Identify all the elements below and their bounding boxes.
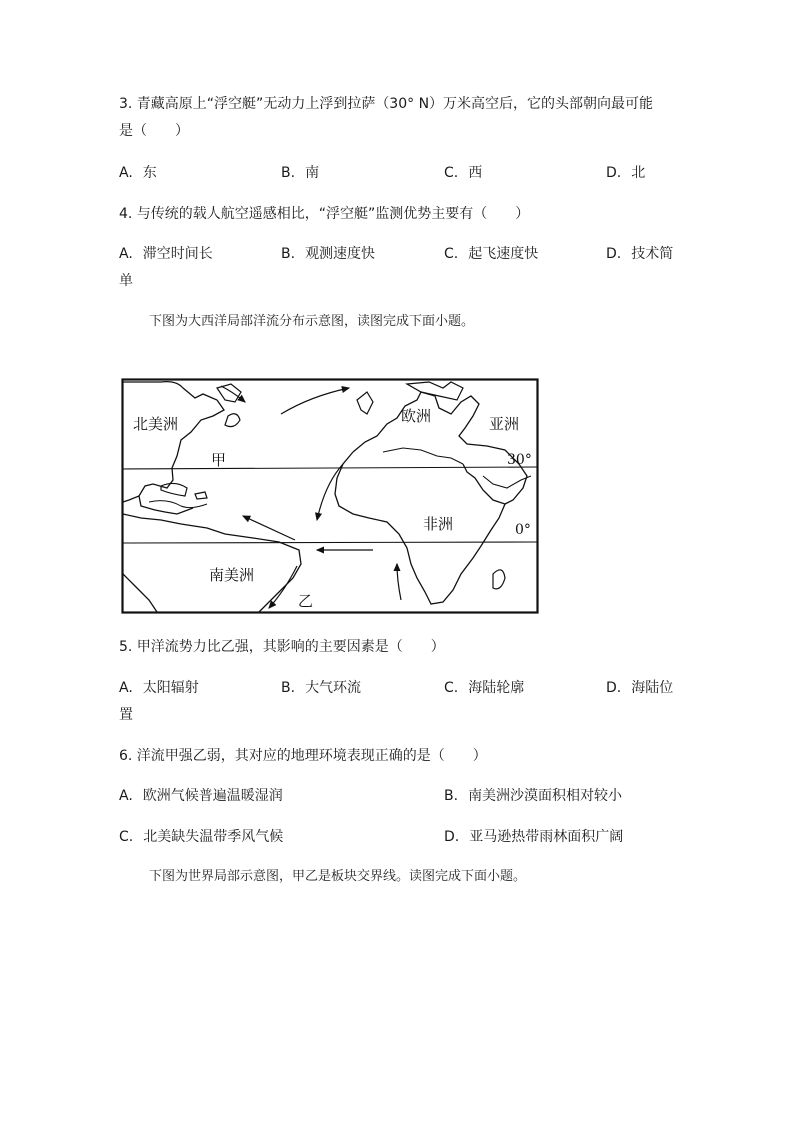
option-key: B. — [281, 165, 296, 181]
label-south-america: 南美洲 — [209, 566, 255, 584]
q4-stem: 4. 与传统的载人航空遥感相比，“浮空艇”监测优势主要有（ ） — [119, 206, 530, 222]
q3-option-c[interactable] — [444, 163, 482, 183]
label-north-america: 北美洲 — [133, 415, 179, 433]
label-europe: 欧洲 — [401, 407, 432, 425]
option-key: C. — [119, 829, 134, 845]
q4-option-c[interactable] — [444, 244, 538, 264]
q5-stem: 5. 甲洋流势力比乙强，其影响的主要因素是（ ） — [119, 639, 445, 655]
q6-option-a[interactable] — [119, 786, 283, 806]
atlantic-current-map — [121, 378, 539, 614]
option-key: A. — [119, 788, 133, 804]
option-text: 起飞速度快 — [468, 246, 539, 262]
option-key: A. — [119, 165, 133, 181]
option-text: 欧洲气候普遍温暖湿润 — [142, 788, 283, 804]
option-key: C. — [444, 165, 459, 181]
option-text: 大气环流 — [305, 680, 362, 696]
option-text: 滞空时间长 — [142, 246, 213, 262]
label-asia: 亚洲 — [489, 415, 520, 433]
q3-option-a[interactable] — [119, 163, 157, 183]
label-africa: 非洲 — [423, 515, 454, 533]
option-key: B. — [281, 246, 296, 262]
option-key: C. — [444, 246, 459, 262]
label-jia: 甲 — [211, 451, 227, 469]
q3-stem-line1: 3. 青藏高原上“浮空艇”无动力上浮到拉萨（30° N）万米高空后，它的头部朝向最可能 — [119, 96, 654, 112]
q4-option-d[interactable] — [606, 244, 673, 264]
label-lat-30: 30° — [507, 452, 532, 468]
option-text: 西 — [468, 165, 483, 181]
q5-option-d[interactable] — [606, 678, 673, 698]
q6-option-c[interactable] — [119, 827, 283, 847]
option-key: D. — [606, 246, 622, 262]
q4-option-a[interactable] — [119, 244, 213, 264]
option-text: 观测速度快 — [305, 246, 376, 262]
q4-option-b[interactable] — [281, 244, 375, 264]
option-text: 东 — [142, 165, 157, 181]
option-text: 海陆轮廓 — [468, 680, 525, 696]
option-key: A. — [119, 680, 133, 696]
option-text: 太阳辐射 — [142, 680, 199, 696]
label-yi: 乙 — [298, 592, 314, 610]
option-text: 海陆位 — [631, 680, 674, 696]
option-key: B. — [444, 788, 459, 804]
q3-option-d[interactable] — [606, 163, 645, 183]
option-text: 南美洲沙漠面积相对较小 — [468, 788, 623, 804]
label-lat-0: 0° — [515, 522, 531, 538]
q5-option-d-wrap: 置 — [119, 707, 133, 723]
option-key: D. — [444, 829, 460, 845]
q6-option-d[interactable] — [444, 827, 623, 847]
q3-stem-line2: 是（ ） — [119, 123, 189, 139]
q5-option-a[interactable] — [119, 678, 199, 698]
option-text: 北美缺失温带季风气候 — [143, 829, 284, 845]
q3-option-b[interactable] — [281, 163, 319, 183]
q4-option-d-wrap: 单 — [119, 273, 133, 289]
next-section-intro-text: 下图为世界局部示意图，甲乙是板块交界线。读图完成下面小题。 — [149, 869, 527, 884]
q6-stem: 6. 洋流甲强乙弱，其对应的地理环境表现正确的是（ ） — [119, 748, 487, 764]
option-key: D. — [606, 680, 622, 696]
q5-option-b[interactable] — [281, 678, 361, 698]
q5-option-c[interactable] — [444, 678, 524, 698]
q6-option-b[interactable] — [444, 786, 622, 806]
option-text: 亚马逊热带雨林面积广阔 — [469, 829, 624, 845]
option-text: 南 — [305, 165, 320, 181]
option-text: 北 — [631, 165, 646, 181]
option-key: C. — [444, 680, 459, 696]
option-key: B. — [281, 680, 296, 696]
option-text: 技术简 — [631, 246, 674, 262]
option-key: A. — [119, 246, 133, 262]
option-key: D. — [606, 165, 622, 181]
map-intro-text: 下图为大西洋局部洋流分布示意图，读图完成下面小题。 — [149, 314, 475, 329]
